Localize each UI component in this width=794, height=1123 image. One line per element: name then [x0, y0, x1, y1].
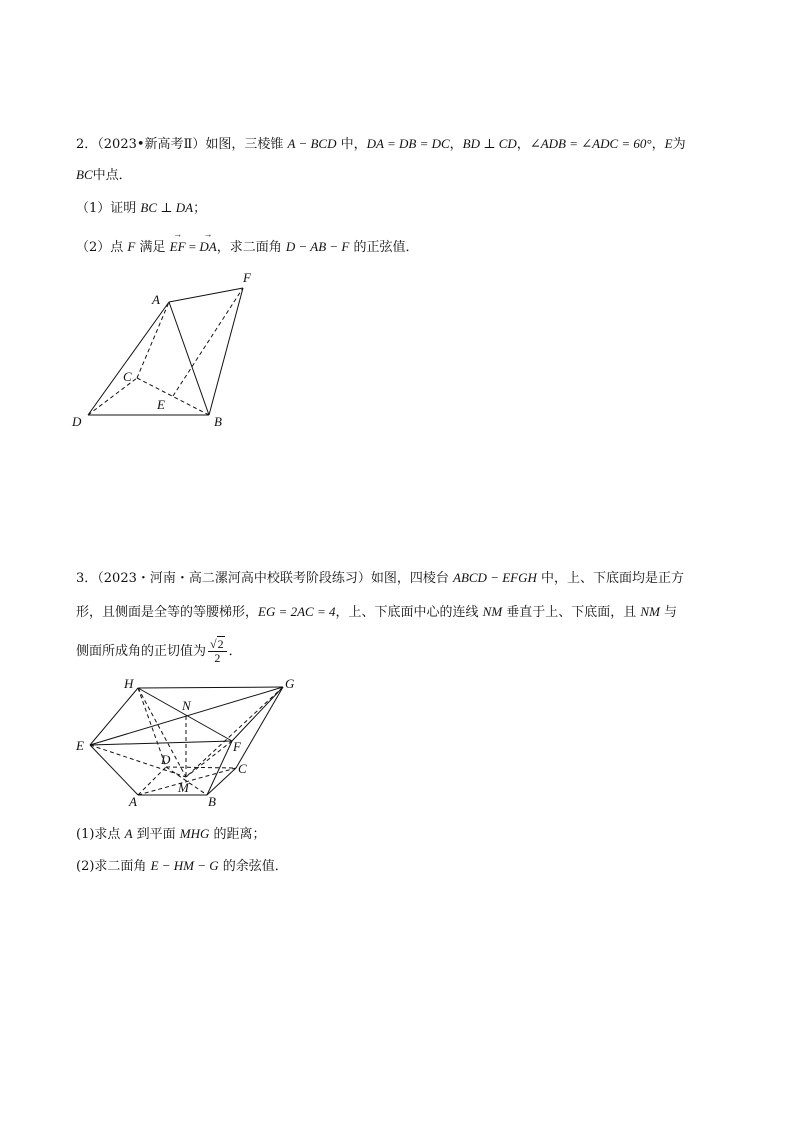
q3-cond: EG = 2AC = 4: [258, 604, 336, 619]
q2-p2-mid: 满足: [135, 240, 170, 255]
q2-p1-expr: BC ⊥ DA: [140, 200, 194, 215]
q2-sep3: ，: [651, 137, 665, 152]
q2-p2-mid2: ，求二面角: [216, 240, 286, 255]
q2-tail2: 中点．: [92, 168, 132, 183]
q2-sep2: ，: [516, 137, 530, 152]
q2-bc: BC: [76, 167, 93, 182]
q3-p1-tail: 的距离；: [209, 827, 266, 842]
q3-p2-lead: (2)求二面角: [76, 859, 151, 874]
q3-part1: [76, 826, 266, 843]
q3-label-E: E: [76, 738, 84, 753]
q3-label-G: G: [285, 676, 295, 691]
q3-label-M: M: [178, 780, 189, 795]
q3-frac-num: 2: [217, 637, 224, 651]
q3-label-C: C: [238, 761, 247, 776]
q3-edge-DC: [166, 767, 236, 768]
q2-tetra: A − BCD: [287, 136, 337, 151]
q2-label-A: A: [152, 292, 160, 307]
q3-lead: 3．（2023・河南・高二漯河高中校联考阶段练习）如图，四棱台: [76, 571, 453, 586]
q2-p2-tail: 的正弦值．: [349, 240, 419, 255]
q3-label-H: H: [124, 676, 134, 691]
q3-p2-tail: 的余弦值．: [218, 859, 288, 874]
q2-p2-expr: D − AB − F: [285, 239, 350, 254]
q3-nm1: NM: [482, 604, 503, 619]
q2-label-C: C: [123, 369, 132, 384]
q3-tail1: 中，上、下底面均是正方: [536, 571, 685, 586]
q2-sep1: ，: [449, 137, 463, 152]
q3-line2-lead: 形，且侧面是全等的等腰梯形，: [76, 605, 259, 620]
q3-edge-EF: [90, 741, 232, 745]
q3-p2-expr: E − HM − G: [150, 858, 219, 873]
q2-cond2: BD ⊥ CD: [462, 136, 517, 151]
q3-label-A: A: [129, 794, 137, 809]
q3-p1-A: A: [124, 826, 133, 841]
q2-tail1: 为: [672, 137, 686, 152]
q3-line3-lead: 侧面所成角的正切值为: [76, 644, 207, 659]
q2-label-B: B: [214, 414, 222, 429]
q3-part2: [76, 858, 288, 875]
q2-label-E: E: [157, 397, 165, 412]
q3-line2-tail: 与: [659, 605, 678, 620]
q2-p1-lead: （1）证明: [76, 201, 141, 216]
q2-label-D: D: [72, 414, 82, 429]
q2-vector-ef: → EF: [170, 239, 186, 255]
q3-label-D: D: [161, 752, 171, 767]
q3-nm2: NM: [640, 604, 660, 619]
q3-p1-lead: (1)求点: [76, 827, 125, 842]
q3-frustum-name: ABCD − EFGH: [453, 570, 537, 585]
q2-p1-tail: ；: [193, 201, 207, 216]
q2-label-F: F: [243, 270, 251, 285]
q2-eq: =: [185, 239, 200, 254]
q3-label-F: F: [233, 739, 241, 754]
q3-fraction: $\frac{√2}{2}$: [208, 638, 227, 665]
q2-lead: 2．（2023•新高考Ⅱ）如图，三棱锥: [76, 137, 288, 152]
q3-segment-FM: [186, 741, 232, 777]
q2-point-E: E: [664, 136, 673, 151]
q3-line2-mid2: 垂直于上、下底面，且: [502, 605, 641, 620]
q3-segment-GM: [186, 687, 283, 777]
q3-label-B: B: [208, 794, 216, 809]
q2-cond1: DA = DB = DC: [366, 136, 450, 151]
q2-mid1: 中，: [336, 137, 367, 152]
q3-edge-EA: [90, 745, 138, 795]
q3-edge-HG: [138, 687, 283, 688]
q2-cond3: ∠ADB = ∠ADC = 60°: [529, 136, 652, 151]
q3-line3-tail: ．: [228, 644, 242, 659]
q3-frac-den: 2: [214, 651, 221, 665]
q3-label-N: N: [182, 698, 191, 713]
q2-p2-lead: （2）点: [76, 240, 128, 255]
q3-p1-plane: MHG: [179, 826, 210, 841]
q3-line2-mid: ，上、下底面中心的连线: [335, 605, 483, 620]
q3-p1-mid: 到平面: [132, 827, 180, 842]
q2-p2-F: F: [127, 239, 136, 254]
q3-edge-EH: [90, 688, 138, 745]
q2-vector-da: → DA: [199, 239, 216, 255]
